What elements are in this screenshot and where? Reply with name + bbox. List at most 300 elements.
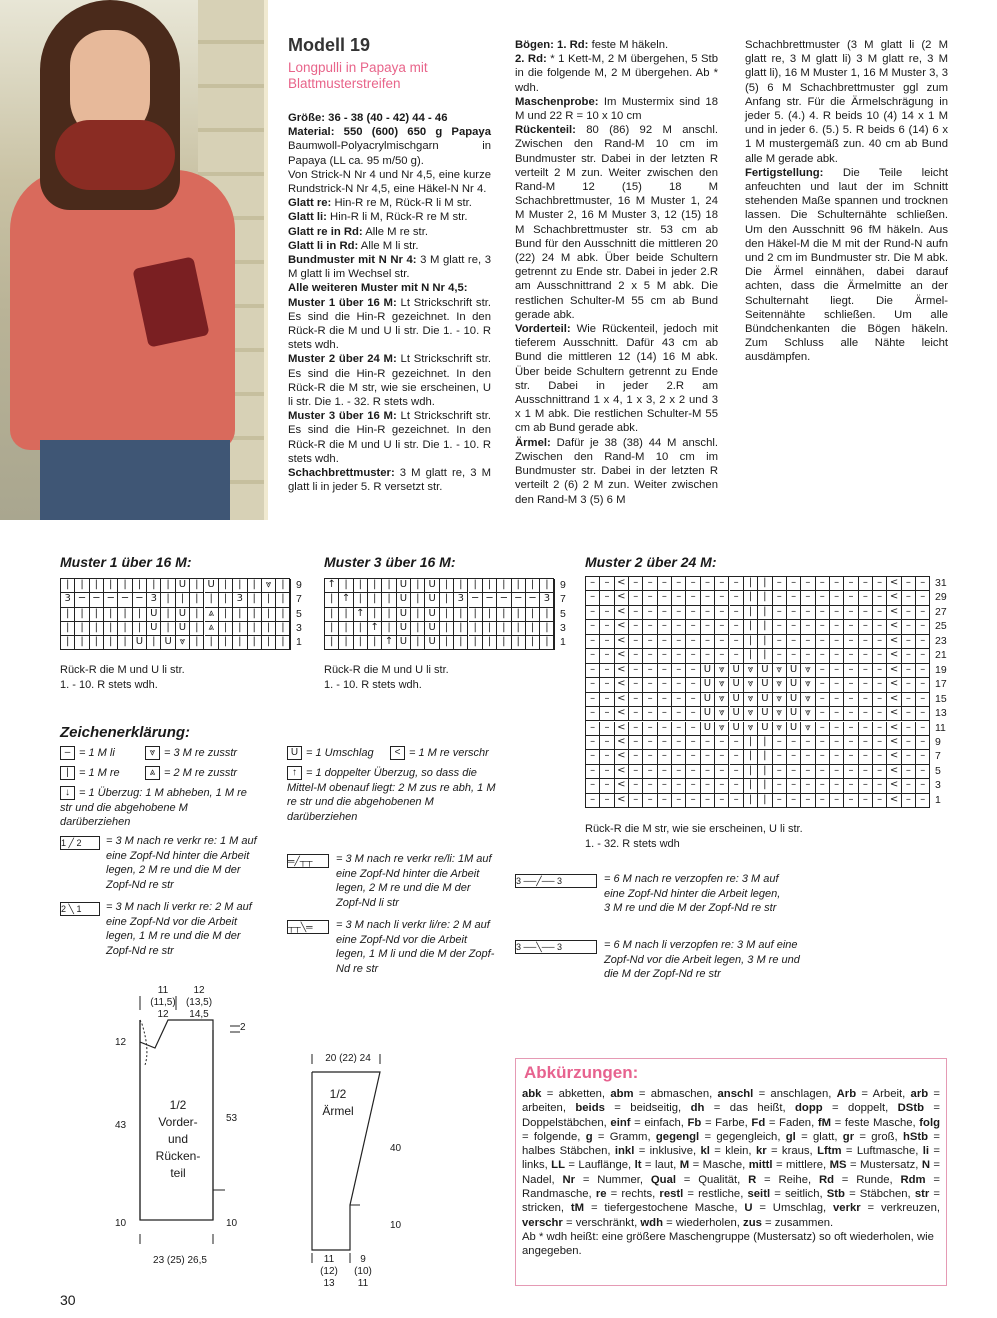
chart-cell: –: [801, 591, 815, 605]
chart-cell: <: [887, 736, 901, 750]
chart-cell: ⩓: [205, 622, 219, 636]
chart-cell: U: [397, 636, 411, 650]
chart-cell: |: [744, 577, 758, 591]
row-number: 19: [935, 663, 947, 676]
abbreviation-term: anschl: [717, 1088, 754, 1100]
chart-cell: –: [830, 779, 844, 793]
chart-cell: |: [262, 608, 276, 622]
abbreviation-term: verkr: [833, 1202, 861, 1215]
chart-cell: –: [586, 678, 600, 692]
abbreviation-term: kl: [700, 1145, 710, 1158]
body-top-2: 12 (13,5) 14,5: [185, 985, 213, 1020]
abbreviation-meaning: = Luftmasche,: [841, 1145, 923, 1158]
chart-cell: ↑: [354, 608, 368, 622]
chart-cell: <: [615, 649, 629, 663]
abbreviation-meaning: = feste Masche,: [831, 1116, 920, 1129]
abbreviation-term: Stb: [826, 1188, 845, 1201]
abbreviation-meaning: = links,: [522, 1145, 940, 1172]
chart-cell: U: [758, 707, 772, 721]
chart-cell: –: [672, 765, 686, 779]
sleeve-bottom-1: 11 (12) 13: [320, 1254, 338, 1289]
chart-cell: ⩔: [176, 636, 190, 650]
chart-cell: <: [615, 664, 629, 678]
chart-cell: ─: [526, 593, 540, 607]
row-number: 13: [935, 707, 947, 720]
abbreviation-meaning: = verkreuzen,: [860, 1202, 940, 1215]
abbreviation-term: wdh: [640, 1216, 663, 1229]
legend-cross-left: = 3 M nach li verkr re: 2 M auf eine Zopf-Nd vor die Arbeit legen, 1 M re und die M der Zopf-Nd re str: [106, 901, 252, 957]
chart-cell: –: [873, 779, 887, 793]
abbreviations-box: [515, 1058, 947, 1286]
chart-cell: –: [773, 606, 787, 620]
chart-cell: |: [339, 579, 353, 593]
chart-cell: –: [586, 577, 600, 591]
abbreviation-meaning: = laut,: [641, 1159, 680, 1172]
chart-cell: ↑: [368, 622, 382, 636]
chart-cell: –: [830, 678, 844, 692]
chart-cell: –: [873, 635, 887, 649]
chart-cell: |: [90, 579, 104, 593]
sleeve-schematic: [300, 1050, 420, 1280]
chart-cell: |: [411, 608, 425, 622]
paragraph-body: Schachbrettmuster (3 M glatt li (2 M glatt re, 3 M glatt li) 3 M glatt re, 3 M glatt li), 16 M Muster 1, 16 M Muster 3, 3 (5) 6 M Schachbrettmuster ggl zum Anfang str. Für die Ärmelschrägung in jeder 5. (4.) 4. R beids 10 (4) 14 x 1 M und in jeder 6. (5.) 5. R beids 6 (14) 6 x 1 M mustergemäß zun. 40 cm ab Bund alle M gerade abk.: [745, 39, 948, 165]
row-number: 1: [935, 793, 941, 806]
chart-cell: |: [382, 622, 396, 636]
chart-cell: –: [902, 779, 916, 793]
chart-cell: U: [730, 722, 744, 736]
chart-cell: U: [147, 608, 161, 622]
chart-cell: –: [902, 750, 916, 764]
chart-cell: |: [758, 794, 772, 808]
chart-cell: U: [397, 579, 411, 593]
chart-cell: –: [801, 750, 815, 764]
chart-cell: |: [262, 622, 276, 636]
paragraph: [288, 239, 491, 253]
chart-cell: –: [715, 620, 729, 634]
chart-cell: –: [816, 606, 830, 620]
chart-cell: –: [600, 736, 614, 750]
chart-cell: –: [859, 577, 873, 591]
chart-cell: ⩔: [773, 693, 787, 707]
chart-cell: U: [701, 678, 715, 692]
chart-cell: –: [859, 591, 873, 605]
legend-skp: ↓ = 1 Überzug: 1 M abheben, 1 M re str und die abgehobene M darüberziehen: [60, 787, 247, 828]
chart-cell: <: [615, 750, 629, 764]
chart-cell: –: [586, 649, 600, 663]
chart-cell: –: [801, 649, 815, 663]
chart-cell: –: [902, 678, 916, 692]
chart-cell: |: [368, 579, 382, 593]
chart-cell: –: [859, 678, 873, 692]
chart-cell: |: [483, 622, 497, 636]
chart-cell: |: [497, 636, 511, 650]
chart-cell: –: [873, 678, 887, 692]
chart-cell: –: [859, 620, 873, 634]
abbreviation-meaning: = Lauflänge,: [564, 1159, 635, 1172]
body-right-top: 2: [240, 1022, 246, 1033]
chart-cell: –: [816, 794, 830, 808]
chart-cell: –: [816, 664, 830, 678]
chart-cell: –: [873, 591, 887, 605]
paragraph-body: * 1 Kett-M, 2 M übergehen, 5 Stb in die folgende M, 2 M übergehen. Ab * wdh.: [515, 53, 718, 94]
photo-jeans: [40, 440, 230, 520]
instructions-column-2: [515, 38, 718, 507]
chart-cell: <: [887, 722, 901, 736]
chart-cell: –: [787, 736, 801, 750]
chart-cell: –: [686, 635, 700, 649]
chart-cell: –: [816, 722, 830, 736]
row-number: 31: [935, 577, 947, 589]
chart-cell: –: [629, 779, 643, 793]
chart-cell: –: [715, 649, 729, 663]
chart-cell: |: [354, 622, 368, 636]
chart-cell: –: [844, 794, 858, 808]
chart-cell: –: [801, 606, 815, 620]
chart-cell: –: [844, 649, 858, 663]
chart-cell: |: [758, 606, 772, 620]
chart-cell: –: [873, 577, 887, 591]
chart-cell: –: [816, 620, 830, 634]
chart-cell: |: [758, 736, 772, 750]
chart-cell: –: [844, 722, 858, 736]
chart-cell: |: [248, 636, 262, 650]
chart-cell: <: [887, 750, 901, 764]
chart-cell: –: [629, 693, 643, 707]
abbreviation-meaning: = Nummer,: [575, 1173, 651, 1186]
chart-cell: –: [844, 707, 858, 721]
chart-cell: –: [902, 591, 916, 605]
chart-cell: –: [672, 620, 686, 634]
body-top-1: 11 (11,5) 12: [150, 985, 176, 1020]
abbreviation-term: zus: [743, 1216, 762, 1229]
paragraph-heading: Glatt li in Rd:: [288, 239, 359, 252]
chart-cell: |: [147, 636, 161, 650]
legend-cross-right: = 3 M nach re verkr re: 1 M auf eine Zopf-Nd hinter die Arbeit legen, 2 M re und die M der Zopf-Nd re str: [106, 835, 257, 891]
abbreviation-term: li: [922, 1145, 930, 1158]
chart-cell: –: [773, 620, 787, 634]
abbreviation-meaning: = beidseitig,: [604, 1102, 691, 1115]
paragraph-heading: Glatt re in Rd:: [288, 225, 363, 238]
row-number: 9: [560, 579, 566, 591]
chart-cell: ⩓: [205, 608, 219, 622]
paragraph-body: Baumwoll-Polyacrylmischgarn in Papaya (LL ca. 95 m/50 g).: [288, 140, 491, 167]
chart-cell: –: [773, 635, 787, 649]
row-number: 11: [935, 721, 946, 734]
abbreviation-meaning: = Masche,: [689, 1159, 749, 1172]
abbreviation-term: kr: [755, 1145, 767, 1158]
chart-cell: |: [454, 622, 468, 636]
chart-cell: U: [701, 707, 715, 721]
chart-cell: –: [686, 722, 700, 736]
row-number: 9: [935, 735, 941, 748]
chart-cell: –: [672, 591, 686, 605]
paragraph-body: Wie Rückenteil, jedoch mit tieferem Ausschnitt. Dafür 43 cm ab Bund die mittleren 12 (14) 16 M abk. Über beide Schultern getrennt zu Ende str. Dabei in jeder 2.R am Ausschnittrand 1 x 4, 1 x 3, 2 x 2 und 3 x 1 M abk. Die restlichen Schulter-M 55 cm ab Bund gerade abk.: [515, 323, 718, 435]
abbreviation-meaning: = mittlere,: [772, 1159, 830, 1172]
abbreviation-meaning: = Gramm,: [592, 1130, 656, 1143]
chart-cell: |: [176, 593, 190, 607]
chart-cell: |: [411, 636, 425, 650]
paragraph: [288, 196, 491, 210]
chart-cell: |: [382, 608, 396, 622]
chart-cell: –: [816, 649, 830, 663]
chart-cell: –: [816, 693, 830, 707]
chart-cell: –: [773, 591, 787, 605]
muster3-note: [324, 663, 449, 693]
chart-cell: –: [844, 736, 858, 750]
chart-cell: |: [497, 579, 511, 593]
chart-cell: –: [686, 779, 700, 793]
abbreviation-meaning: = rechts,: [606, 1188, 660, 1201]
chart-cell: <: [615, 620, 629, 634]
chart-cell: –: [859, 649, 873, 663]
abbreviation-term: U: [744, 1202, 753, 1215]
chart-cell: |: [469, 579, 483, 593]
chart-cell: U: [701, 693, 715, 707]
chart-cell: ↑: [382, 636, 396, 650]
abbreviation-term: inkl: [614, 1145, 635, 1158]
chart-cell: –: [830, 722, 844, 736]
chart-cell: U: [176, 622, 190, 636]
chart-cell: –: [600, 779, 614, 793]
chart-cell: ⩔: [801, 722, 815, 736]
paragraph-heading: Vorderteil:: [515, 323, 571, 336]
paragraph-body: Lt Strickschrift str. Es sind die Hin-R gezeichnet. In den Rück-R die M und U li str. Die 1. - 10. R stets wdh.: [288, 296, 491, 352]
chart-cell: –: [629, 678, 643, 692]
chart-cell: –: [643, 707, 657, 721]
chart-cell: |: [382, 579, 396, 593]
double-decrease-symbol-icon: ↑: [287, 766, 302, 780]
chart-cell: –: [816, 707, 830, 721]
chart-cell: |: [339, 636, 353, 650]
chart-cell: –: [902, 620, 916, 634]
abbreviation-term: tM: [570, 1202, 585, 1215]
body-bottom: 23 (25) 26,5: [153, 1255, 207, 1266]
chart-cell: |: [512, 636, 526, 650]
chart-cell: |: [440, 622, 454, 636]
abbreviation-meaning: = Doppelstäbchen,: [522, 1102, 940, 1129]
abbreviation-meaning: = restliche,: [683, 1188, 748, 1201]
legend-cross-left-purl: = 3 M nach li verkr li/re: 2 M auf eine Zopf-Nd vor die Arbeit legen, 1 M li und die M der Zopf-Nd re str: [336, 919, 495, 975]
row-number: 21: [935, 649, 947, 662]
chart-cell: –: [672, 707, 686, 721]
chart-cell: U: [425, 622, 439, 636]
chart-cell: –: [801, 635, 815, 649]
chart-cell: |: [233, 622, 247, 636]
paragraph-heading: Glatt li:: [288, 211, 327, 224]
chart-cell: 3: [147, 593, 161, 607]
chart-cell: |: [368, 608, 382, 622]
abbreviation-meaning: = halbes Stäbchen,: [522, 1130, 940, 1158]
chart-cell: –: [686, 591, 700, 605]
chart-cell: –: [643, 620, 657, 634]
chart-cell: U: [425, 636, 439, 650]
chart-cell: –: [715, 635, 729, 649]
cross-right-symbol-icon: 1 ╱ 2: [60, 836, 100, 850]
abbreviation-meaning: = stricken,: [522, 1188, 940, 1215]
abbreviation-term: Arb: [836, 1088, 857, 1100]
chart-cell: –: [643, 765, 657, 779]
chart-cell: |: [483, 636, 497, 650]
chart-cell: –: [686, 750, 700, 764]
chart-cell: |: [440, 636, 454, 650]
chart-cell: –: [916, 779, 930, 793]
chart-cell: |: [354, 636, 368, 650]
abbreviation-term: dh: [690, 1102, 705, 1115]
chart-cell: –: [859, 736, 873, 750]
abbreviation-term: N: [921, 1159, 930, 1172]
chart-cell: |: [744, 649, 758, 663]
abbreviation-meaning: = klein,: [709, 1145, 756, 1158]
abbreviation-term: lt: [634, 1159, 642, 1172]
chart-cell: |: [440, 579, 454, 593]
abbreviation-meaning: = Umschlag,: [752, 1202, 834, 1215]
chart-cell: |: [262, 593, 276, 607]
chart-cell: |: [61, 636, 75, 650]
muster3-note-line2: 1. - 10. R stets wdh.: [324, 679, 422, 691]
muster2-note: [585, 822, 803, 852]
abbreviation-term: Rdm: [900, 1173, 926, 1186]
chart-cell: |: [512, 622, 526, 636]
paragraph-body: 3 M glatt re, 3 M glatt li in jeder 5. R versetzt str.: [288, 467, 491, 494]
chart-cell: –: [873, 707, 887, 721]
chart-cell: |: [469, 608, 483, 622]
chart-cell: |: [440, 593, 454, 607]
chart-cell: U: [161, 636, 175, 650]
chart-cell: –: [916, 678, 930, 692]
abbreviation-meaning: = Mustersatz,: [846, 1159, 922, 1172]
chart-cell: ─: [133, 593, 147, 607]
chart-cell: ⩔: [801, 678, 815, 692]
chart-cell: U: [787, 693, 801, 707]
chart-cell: |: [368, 636, 382, 650]
chart-cell: –: [629, 620, 643, 634]
chart-cell: –: [844, 678, 858, 692]
chart-cell: –: [672, 635, 686, 649]
chart-cell: –: [902, 635, 916, 649]
chart-cell: –: [586, 765, 600, 779]
chart-cell: |: [147, 579, 161, 593]
k3tog-symbol-icon: ⩔: [145, 746, 160, 760]
chart-cell: U: [176, 579, 190, 593]
chart-cell: |: [248, 608, 262, 622]
abbreviation-term: Qual: [650, 1173, 676, 1186]
chart-cell: |: [90, 608, 104, 622]
chart-cell: |: [744, 794, 758, 808]
paragraph: [288, 281, 491, 295]
chart-cell: |: [161, 622, 175, 636]
chart-cell: ─: [469, 593, 483, 607]
chart-cell: –: [873, 736, 887, 750]
chart-cell: |: [758, 765, 772, 779]
chart-cell: –: [844, 577, 858, 591]
paragraph-body: Im Mustermix sind 18 M und 22 R = 10 x 10 cm: [515, 95, 718, 123]
chart-cell: |: [118, 608, 132, 622]
chart-cell: –: [629, 765, 643, 779]
chart-cell: –: [629, 591, 643, 605]
chart-cell: <: [887, 707, 901, 721]
chart-cell: <: [615, 693, 629, 707]
cable6-right-symbol-icon: 3 ──╱── 3: [515, 874, 597, 888]
chart-cell: 3: [233, 593, 247, 607]
muster1-title: Muster 1 über 16 M:: [60, 554, 192, 570]
row-number: 29: [935, 591, 947, 604]
page-number: 30: [60, 1292, 76, 1308]
chart-cell: –: [730, 635, 744, 649]
chart-cell: –: [859, 635, 873, 649]
chart-cell: –: [658, 635, 672, 649]
abbreviation-meaning: = Reihe,: [756, 1173, 819, 1186]
chart-cell: |: [205, 636, 219, 650]
chart-cell: –: [600, 649, 614, 663]
chart-cell: –: [830, 693, 844, 707]
chart-cell: –: [916, 765, 930, 779]
paragraph-body: Dafür je 38 (38) 44 M anschl. Zwischen den Rand-M 10 cm im Bundmuster str. Dabei in der letzten R verteilt 2 (6) 2 M zun. Weiter zwischen den Rand-M 3 (5) 6 M: [515, 436, 718, 506]
chart-cell: –: [586, 736, 600, 750]
chart-cell: –: [787, 577, 801, 591]
chart-cell: U: [787, 678, 801, 692]
muster2-note-line2: 1. - 32. R stets wdh: [585, 838, 680, 850]
chart-cell: –: [801, 794, 815, 808]
row-number: 1: [296, 636, 302, 649]
abbreviation-term: folg: [919, 1116, 940, 1129]
abbreviation-term: abm: [610, 1088, 634, 1100]
abbreviation-meaning: = wiederholen,: [662, 1216, 744, 1229]
chart-cell: <: [887, 577, 901, 591]
chart-cell: ↑: [325, 579, 339, 593]
chart-cell: –: [658, 693, 672, 707]
chart-cell: |: [540, 622, 554, 636]
chart-cell: –: [600, 606, 614, 620]
chart-cell: –: [873, 606, 887, 620]
chart-cell: –: [672, 779, 686, 793]
chart-cell: –: [773, 577, 787, 591]
abbreviation-term: seitl: [747, 1188, 771, 1201]
chart-cell: –: [672, 649, 686, 663]
abbreviations-title: Abkürzungen:: [524, 1063, 639, 1082]
chart-cell: |: [744, 591, 758, 605]
chart-cell: U: [425, 593, 439, 607]
chart-cell: –: [859, 722, 873, 736]
chart-cell: |: [161, 608, 175, 622]
chart-cell: –: [586, 794, 600, 808]
paragraph-body: Von Strick-N Nr 4 und Nr 4,5, eine kurze Rundstrick-N Nr 4,5, eine Häkel-N Nr 4.: [288, 168, 491, 196]
chart-cell: –: [730, 649, 744, 663]
abbreviation-meaning: = Farbe,: [701, 1116, 752, 1129]
chart-cell: –: [701, 606, 715, 620]
chart-cell: –: [916, 649, 930, 663]
abbreviation-meaning: = tiefergestochene Masche,: [584, 1202, 745, 1215]
chart-cell: |: [219, 579, 233, 593]
chart-cell: ⩔: [715, 664, 729, 678]
chart-cell: –: [773, 779, 787, 793]
paragraph-heading: Bundmuster mit N Nr 4:: [288, 254, 417, 267]
paragraph-body: 80 (86) 92 M anschl. Zwischen den Rand-M 10 cm im Bundmuster str. Dabei in der letzten R verteilt 2 M zun. Weiter zwischen den Rand-M 12 (15) 18 M Schachbrettmuster, 16 M Muster 1, 24 M Muster 2, 16 M Muster 3, 12 (15) 18 M Schachbrettmuster str. 53 cm ab Bund für den Ausschnitt die mittleren 20 (22) 24 M abk. Über beide Schultern getrennt zu Ende str. Dabei in jeder 2.R am Ausschnittrand 2 x 5 M abk. Die restlichen Schulter-M 55 cm ab Bund gerade abk.: [515, 124, 718, 321]
chart-cell: –: [830, 707, 844, 721]
paragraph: [515, 95, 718, 123]
chart-cell: U: [176, 608, 190, 622]
chart-cell: –: [701, 779, 715, 793]
paragraph-heading: Schachbrettmuster:: [288, 467, 395, 480]
chart-cell: |: [161, 593, 175, 607]
row-number: 3: [935, 779, 941, 792]
chart-cell: –: [916, 664, 930, 678]
instructions-column-3: [745, 38, 948, 365]
chart-cell: |: [190, 608, 204, 622]
paragraph-body: Alle M li str.: [358, 239, 419, 252]
chart-cell: ─: [75, 593, 89, 607]
row-number: 15: [935, 692, 947, 705]
muster3-title: Muster 3 über 16 M:: [324, 554, 456, 570]
